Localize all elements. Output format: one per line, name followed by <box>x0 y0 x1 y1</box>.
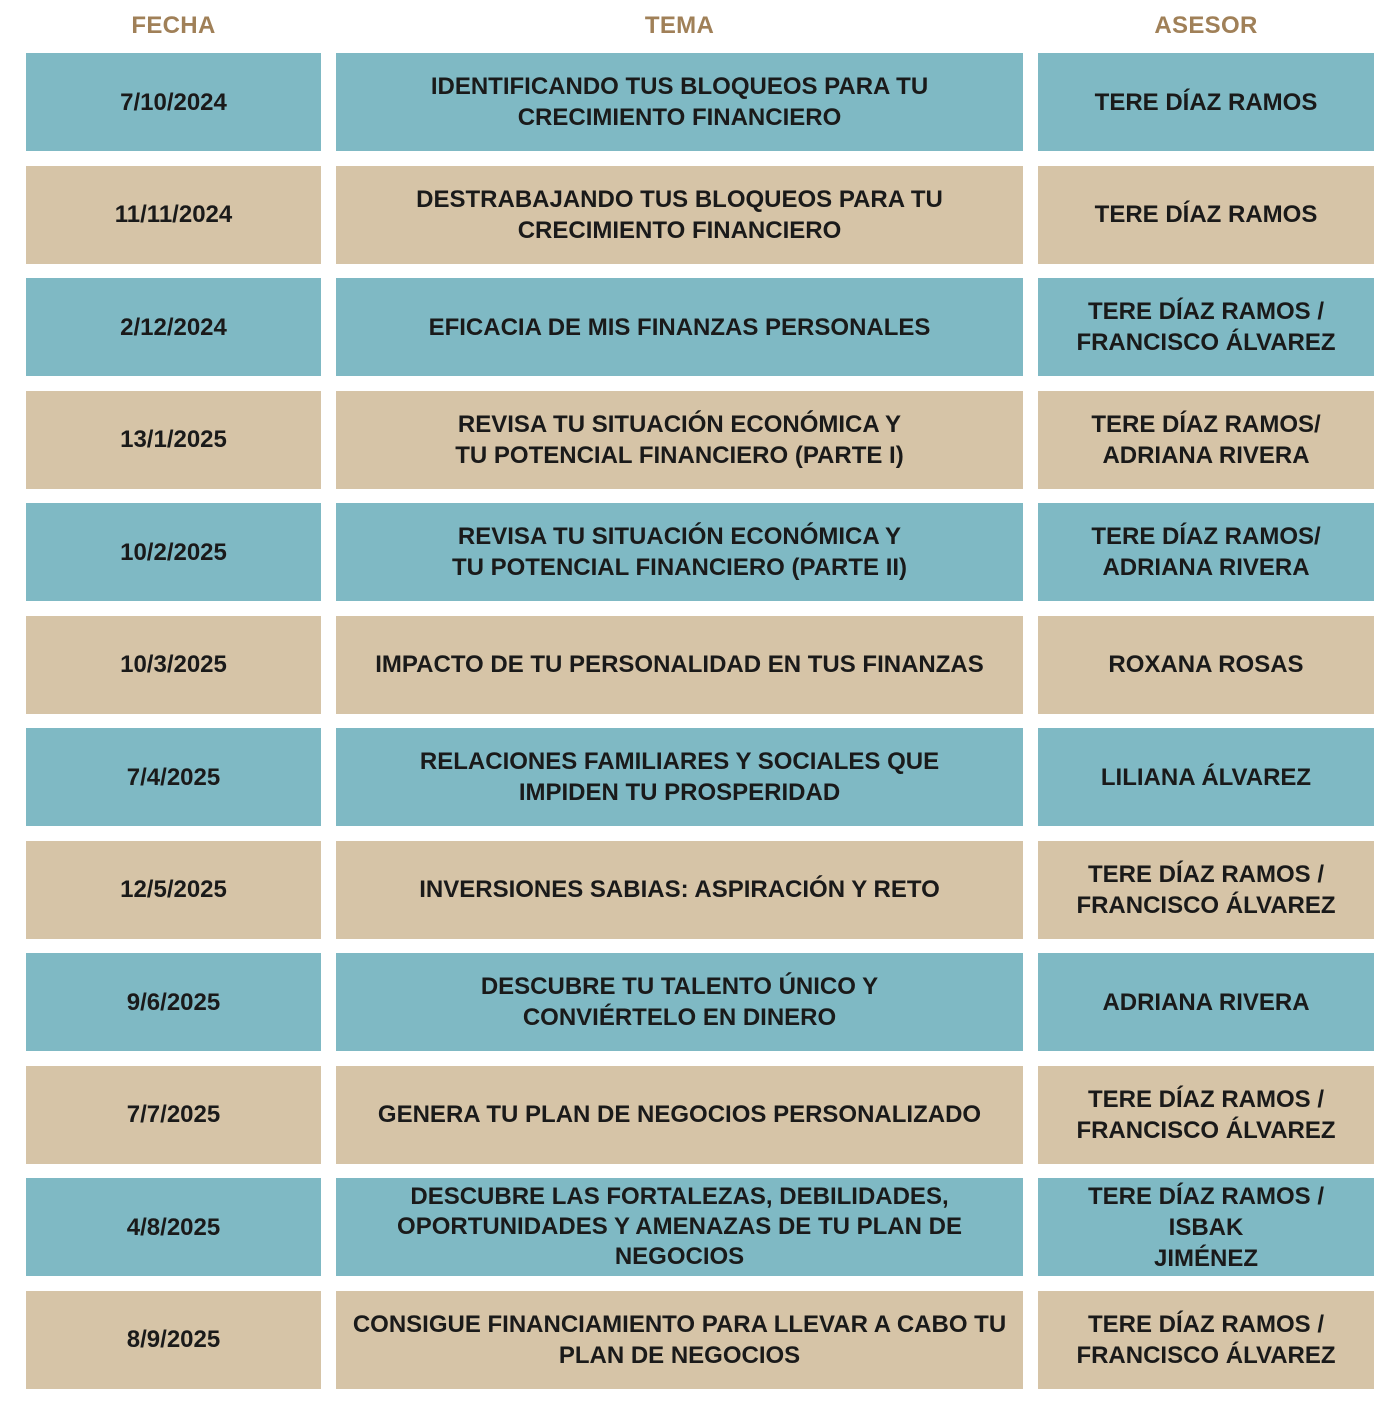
header-asesor: ASESOR <box>1154 12 1258 39</box>
header-tema: TEMA <box>644 12 715 39</box>
table-row <box>0 1066 1400 1164</box>
advisor-cell: ROXANA ROSAS <box>1038 616 1374 714</box>
table-row <box>0 953 1400 1051</box>
advisor-cell: TERE DÍAZ RAMOS/ ADRIANA RIVERA <box>1038 503 1374 601</box>
topic-cell: DESCUBRE TU TALENTO ÚNICO Y CONVIÉRTELO EN DINERO <box>336 953 1023 1051</box>
table-row <box>0 728 1400 826</box>
topic-cell: DESTRABAJANDO TUS BLOQUEOS PARA TU CRECIMIENTO FINANCIERO <box>336 166 1023 264</box>
date-cell: 9/6/2025 <box>26 953 321 1051</box>
topic-cell: REVISA TU SITUACIÓN ECONÓMICA Y TU POTENCIAL FINANCIERO (PARTE II) <box>336 503 1023 601</box>
table-row <box>0 1178 1400 1276</box>
advisor-cell: LILIANA ÁLVAREZ <box>1038 728 1374 826</box>
date-cell: 7/7/2025 <box>26 1066 321 1164</box>
topic-cell: IDENTIFICANDO TUS BLOQUEOS PARA TU CRECIMIENTO FINANCIERO <box>336 53 1023 151</box>
topic-cell: EFICACIA DE MIS FINANZAS PERSONALES <box>336 278 1023 376</box>
topic-cell: GENERA TU PLAN DE NEGOCIOS PERSONALIZADO <box>336 1066 1023 1164</box>
topic-cell: RELACIONES FAMILIARES Y SOCIALES QUE IMPIDEN TU PROSPERIDAD <box>336 728 1023 826</box>
date-cell: 10/2/2025 <box>26 503 321 601</box>
date-cell: 4/8/2025 <box>26 1178 321 1276</box>
date-cell: 12/5/2025 <box>26 841 321 939</box>
table-row <box>0 166 1400 264</box>
advisor-cell: ADRIANA RIVERA <box>1038 953 1374 1051</box>
topic-cell: INVERSIONES SABIAS: ASPIRACIÓN Y RETO <box>336 841 1023 939</box>
table-row <box>0 1291 1400 1389</box>
advisor-cell: TERE DÍAZ RAMOS / FRANCISCO ÁLVAREZ <box>1038 1066 1374 1164</box>
date-cell: 7/10/2024 <box>26 53 321 151</box>
table-row <box>0 278 1400 376</box>
advisor-cell: TERE DÍAZ RAMOS / ISBAK JIMÉNEZ <box>1038 1178 1374 1276</box>
advisor-cell: TERE DÍAZ RAMOS / FRANCISCO ÁLVAREZ <box>1038 841 1374 939</box>
advisor-cell: TERE DÍAZ RAMOS/ ADRIANA RIVERA <box>1038 391 1374 489</box>
advisor-cell: TERE DÍAZ RAMOS / FRANCISCO ÁLVAREZ <box>1038 1291 1374 1389</box>
table-row <box>0 616 1400 714</box>
advisor-cell: TERE DÍAZ RAMOS / FRANCISCO ÁLVAREZ <box>1038 278 1374 376</box>
advisor-cell: TERE DÍAZ RAMOS <box>1038 166 1374 264</box>
date-cell: 10/3/2025 <box>26 616 321 714</box>
date-cell: 13/1/2025 <box>26 391 321 489</box>
table-row <box>0 841 1400 939</box>
date-cell: 7/4/2025 <box>26 728 321 826</box>
table-row <box>0 503 1400 601</box>
date-cell: 2/12/2024 <box>26 278 321 376</box>
table-row <box>0 53 1400 151</box>
topic-cell: IMPACTO DE TU PERSONALIDAD EN TUS FINANZAS <box>336 616 1023 714</box>
topic-cell: DESCUBRE LAS FORTALEZAS, DEBILIDADES, OPORTUNIDADES Y AMENAZAS DE TU PLAN DE NEGOCIOS <box>336 1178 1023 1276</box>
table-row <box>0 391 1400 489</box>
topic-cell: REVISA TU SITUACIÓN ECONÓMICA Y TU POTENCIAL FINANCIERO (PARTE I) <box>336 391 1023 489</box>
date-cell: 8/9/2025 <box>26 1291 321 1389</box>
date-cell: 11/11/2024 <box>26 166 321 264</box>
topic-cell: CONSIGUE FINANCIAMIENTO PARA LLEVAR A CABO TU PLAN DE NEGOCIOS <box>336 1291 1023 1389</box>
advisor-cell: TERE DÍAZ RAMOS <box>1038 53 1374 151</box>
header-fecha: FECHA <box>131 12 216 39</box>
